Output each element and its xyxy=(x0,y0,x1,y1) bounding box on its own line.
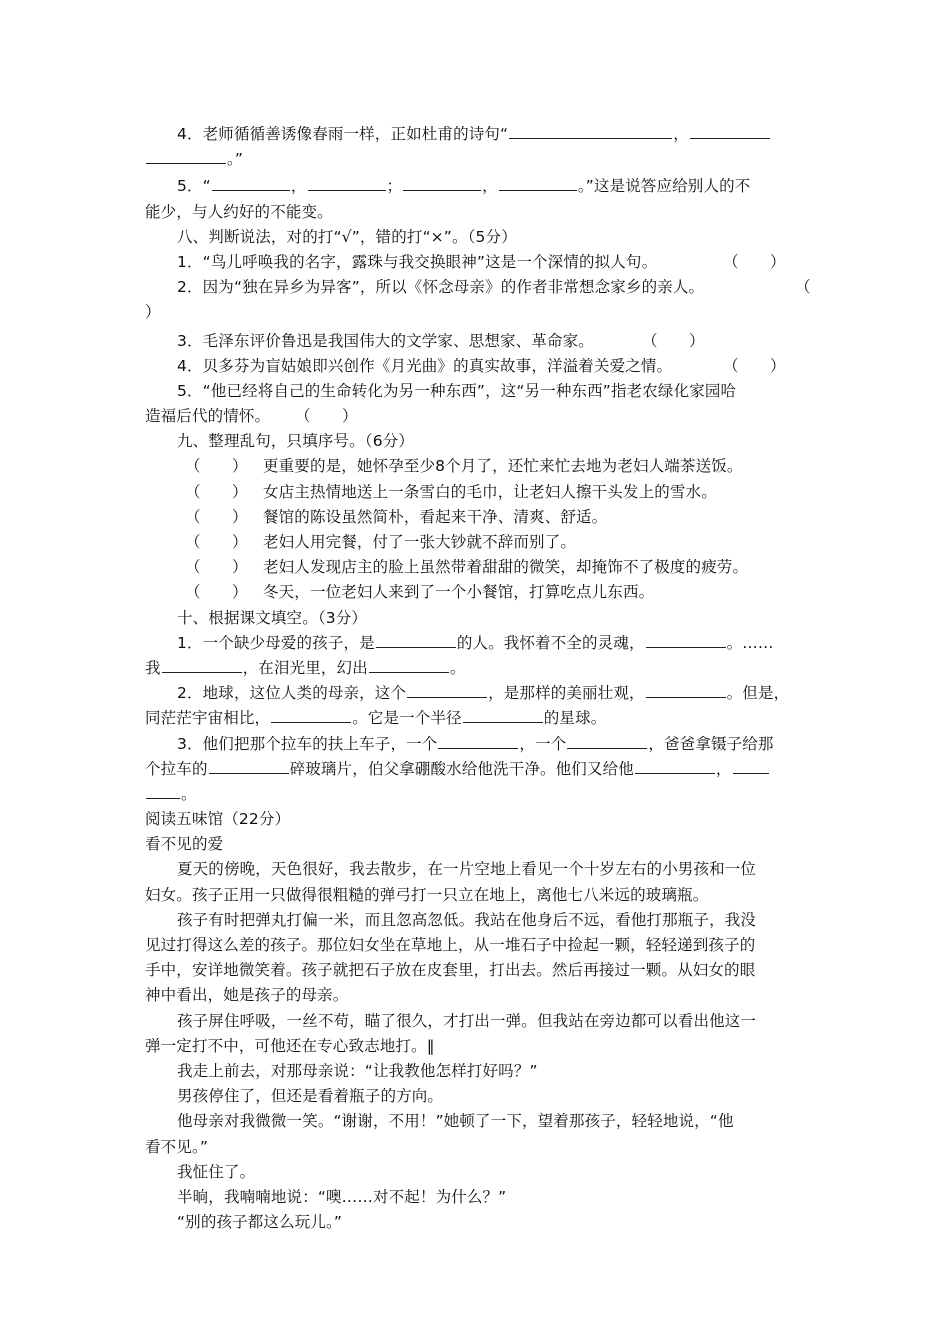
answer-parens-open[interactable]: （ xyxy=(795,278,811,297)
fill-10-1: 1．一个缺少母爱的孩子，是 的人。我怀着不全的灵魂， 。…… xyxy=(177,633,774,652)
passage-line: “别的孩子都这么玩儿。” xyxy=(177,1213,343,1232)
passage-body xyxy=(145,857,810,1235)
answer-blank[interactable] xyxy=(209,759,289,774)
judge-item-5: 5．“他已经将自己的生命转化为另一种东西”，这“另一种东西”指老农绿化家园哈 xyxy=(177,381,737,400)
passage-line: 弹一定打不中，可他还在专心致志地打。‖ xyxy=(145,1036,435,1055)
order-item: （ ） 餐馆的陈设虽然简朴，看起来干净、清爽、舒适。 xyxy=(145,505,810,530)
order-item: （ ） 老妇人用完餐，付了一张大钞就不辞而别了。 xyxy=(145,530,810,555)
answer-parens[interactable]: （ ） xyxy=(295,407,358,426)
section-9-heading: 九、整理乱句，只填序号。（6分） xyxy=(177,432,415,451)
passage-line: 男孩停住了，但还是看着瓶子的方向。 xyxy=(177,1087,444,1106)
fill-q4: 4．老师循循善诱像春雨一样，正如杜甫的诗句“ ， xyxy=(145,122,810,147)
answer-blank[interactable] xyxy=(438,734,518,749)
order-parens[interactable]: （ ） xyxy=(185,558,248,577)
judge-item-5-cont: 造福后代的情怀。 （ ） xyxy=(145,404,810,429)
passage-title: 看不见的爱 xyxy=(145,835,224,854)
answer-blank[interactable] xyxy=(635,759,715,774)
passage-line: 妇女。孩子正用一只做得很粗糙的弹弓打一只立在地上，离他七八米远的玻璃瓶。 xyxy=(145,885,709,904)
order-item: （ ） 女店主热情地送上一条雪白的毛巾，让老妇人擦干头发上的雪水。 xyxy=(145,480,810,505)
answer-blank[interactable] xyxy=(162,658,242,673)
answer-blank[interactable] xyxy=(376,633,456,648)
passage-line: 孩子屏住呼吸，一丝不苟，瞄了很久，才打出一弹。但我站在旁边都可以看出他这一 xyxy=(177,1011,757,1030)
passage-line: 孩子有时把弹丸打偏一米，而且忽高忽低。我站在他身后不远，看他打那瓶子，我没 xyxy=(177,910,757,929)
fill-10-3: 3．他们把那个拉车的扶上车子，一个 ，一个 ，爸爸拿镊子给那 xyxy=(177,734,774,753)
answer-parens[interactable]: （ ） xyxy=(723,356,786,375)
answer-parens[interactable]: （ ） xyxy=(723,252,786,271)
fill-10-3-cont: 个拉车的 碎玻璃片，伯父拿硼酸水给他洗干净。他们又给他 ， xyxy=(145,757,810,782)
judge-item-2-cont: ） xyxy=(145,303,161,322)
exam-page xyxy=(145,122,810,1235)
judge-item-4: 4．贝多芬为盲姑娘即兴创作《月光曲》的真实故事，洋溢着关爱之情。 （ ） xyxy=(145,354,810,379)
passage-line: 手中，安详地微笑着。孩子就把石子放在皮套里，打出去。然后再接过一颗。从妇女的眼 xyxy=(145,961,756,980)
order-parens[interactable]: （ ） xyxy=(185,533,248,551)
fill-10-1-cont: 我 ，在泪光里，幻出 。 xyxy=(145,658,466,677)
answer-blank[interactable] xyxy=(146,784,180,799)
answer-blank[interactable] xyxy=(407,683,487,698)
fill-10-3-cont2: 。 xyxy=(145,782,810,807)
order-item: （ ） 老妇人发现店主的脸上虽然带着甜甜的微笑，却掩饰不了极度的疲劳。 xyxy=(145,555,810,580)
order-item: （ ） 更重要的是，她怀孕至少8个月了，还忙来忙去地为老妇人端茶送饭。 xyxy=(145,454,810,479)
passage-line: 我走上前去，对那母亲说：“让我教他怎样打好吗？” xyxy=(177,1061,538,1080)
judge-item-2: 2．因为“独在异乡为异客”，所以《怀念母亲》的作者非常想念家乡的亲人。 （ xyxy=(145,275,810,300)
answer-blank[interactable] xyxy=(271,708,351,723)
passage-line: 我怔住了。 xyxy=(177,1162,256,1181)
section-10-heading: 十、根据课文填空。（3分） xyxy=(177,608,368,627)
answer-blank[interactable] xyxy=(308,176,386,191)
order-item: （ ） 冬天，一位老妇人来到了一个小餐馆，打算吃点儿东西。 xyxy=(145,580,810,605)
answer-blank[interactable] xyxy=(690,124,770,139)
passage-line: 他母亲对我微微一笑。“谢谢，不用！”她顿了一下，望着那孩子，轻轻地说，“他 xyxy=(177,1112,734,1131)
answer-blank[interactable] xyxy=(369,658,449,673)
fill-10-2: 2．地球，这位人类的母亲，这个 ，是那样的美丽壮观， 。但是， xyxy=(177,684,790,703)
answer-blank[interactable] xyxy=(646,633,726,648)
passage-line: 半晌，我喃喃地说：“噢……对不起！为什么？” xyxy=(177,1187,507,1206)
passage-line: 神中看出，她是孩子的母亲。 xyxy=(145,986,349,1005)
fill-q5: 5．“ ， ； ， 。”这是说答应给别人的不 xyxy=(177,177,751,196)
section-8-heading: 八、判断说法，对的打“√”，错的打“×”。（5分） xyxy=(177,227,517,246)
answer-blank[interactable] xyxy=(646,683,726,698)
order-parens[interactable]: （ ） xyxy=(185,457,248,476)
order-parens[interactable]: （ ） xyxy=(185,482,248,501)
answer-blank[interactable] xyxy=(509,124,672,139)
answer-blank[interactable] xyxy=(733,759,769,774)
judge-item-1: 1．“鸟儿呼唤我的名字，露珠与我交换眼神”这是一个深情的拟人句。 （ ） xyxy=(145,250,810,275)
fill-q4-cont: 。” xyxy=(145,147,810,172)
reading-heading: 阅读五味馆（22分） xyxy=(145,810,291,829)
fill-10-2-cont: 同茫茫宇宙相比， 。它是一个半径 的星球。 xyxy=(145,709,607,728)
fill-q5-cont: 能少，与人约好的不能变。 xyxy=(145,202,333,221)
answer-parens[interactable]: （ ） xyxy=(642,331,705,350)
answer-blank[interactable] xyxy=(146,149,226,164)
passage-line: 看不见。” xyxy=(145,1137,209,1156)
answer-blank[interactable] xyxy=(212,176,290,191)
passage-line: 夏天的傍晚，天色很好，我去散步，在一片空地上看见一个十岁左右的小男孩和一位 xyxy=(177,860,757,879)
judge-item-3: 3．毛泽东评价鲁迅是我国伟大的文学家、思想家、革命家。 （ ） xyxy=(145,329,810,354)
answer-blank[interactable] xyxy=(403,176,481,191)
answer-blank[interactable] xyxy=(567,734,647,749)
answer-blank[interactable] xyxy=(463,708,543,723)
answer-blank[interactable] xyxy=(499,176,577,191)
passage-line: 见过打得这么差的孩子。那位妇女坐在草地上，从一堆石子中捡起一颗，轻轻递到孩子的 xyxy=(145,936,756,954)
order-parens[interactable]: （ ） xyxy=(185,507,248,526)
order-parens[interactable]: （ ） xyxy=(185,583,248,602)
